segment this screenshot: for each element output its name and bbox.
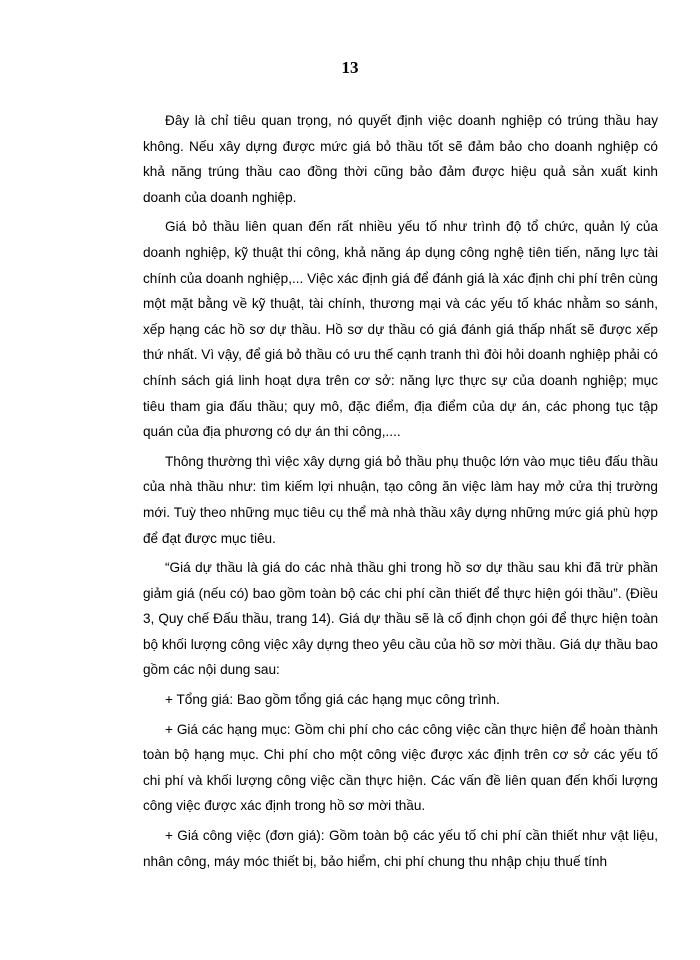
page-number: 13	[341, 58, 359, 77]
body-text	[143, 108, 658, 878]
paragraph-6: + Giá các hạng mục: Gồm chi phí cho các công việc cần thực hiện để hoàn thành toàn bộ hạng mục. Chi phí cho một công việc được xác định trên cơ sở các yếu tố chi phí và khối lượng công việc cần thực hiện. Các vấn đề liên quan đến khối lượng công việc được xác định trong hồ sơ mời thầu.	[143, 721, 658, 814]
paragraph-4: “Giá dự thầu là giá do các nhà thầu ghi trong hồ sơ dự thầu sau khi đã trừ phần giảm giá (nếu có) bao gồm toàn bộ các chi phí cần thiết để thực hiện gói thầu”. (Điều 3, Quy chế Đấu thầu, trang 14). Giá dự thầu sẽ là cố định chọn gói để thực hiện toàn bộ khối lượng công việc xây dựng theo yêu cầu của hồ sơ mời thầu. Giá dự thầu bao gồm các nội dung sau:	[143, 560, 658, 678]
paragraph-1: Đây là chỉ tiêu quan trọng, nó quyết định việc doanh nghiệp có trúng thầu hay không. Nếu xây dựng được mức giá bỏ thầu tốt sẽ đảm bảo cho doanh nghiệp có khả năng trúng thầu cao đồng thời cũng bảo đảm được hiệu quả sản xuất kinh doanh của doanh nghiệp.	[143, 113, 658, 205]
paragraph-7: + Giá công việc (đơn giá): Gồm toàn bộ các yếu tố chi phí cần thiết như vật liệu, nhân công, máy móc thiết bị, bảo hiểm, chi phí chung thu nhập chịu thuế tính	[143, 828, 658, 869]
paragraph-5: + Tổng giá: Bao gồm tổng giá các hạng mục công trình.	[165, 692, 500, 708]
paragraph-2: Giá bỏ thầu liên quan đến rất nhiều yếu tố như trình độ tổ chức, quản lý của doanh nghiệp, kỹ thuật thi công, khả năng áp dụng công nghệ tiên tiến, năng lực tài chính của doanh nghiệp,... Việc xác định giá để đánh giá là xác định chi phí trên cùng một mặt bằng về kỹ thuật, tài chính, thương mại và các yếu tố khác nhằm so sánh, xếp hạng các hồ sơ dự thầu. Hồ sơ dự thầu có giá đánh giá thấp nhất sẽ được xếp thứ nhất. Vì vậy, để giá bỏ thầu có ưu thế cạnh tranh thì đòi hỏi doanh nghiệp phải có chính sách giá linh hoạt dựa trên cơ sở: năng lực thực sự của doanh nghiệp; mục tiêu tham gia đấu thầu; quy mô, đặc điểm, địa điểm của dự án, các phong tục tập quán của địa phương có dự án thi công,....	[143, 219, 658, 440]
paragraph-3: Thông thường thì việc xây dựng giá bỏ thầu phụ thuộc lớn vào mục tiêu đấu thầu của nhà thầu như: tìm kiếm lợi nhuận, tạo công ăn việc làm hay mở cửa thị trường mới. Tuỳ theo những mục tiêu cụ thể mà nhà thầu xây dựng những mức giá phù hợp để đạt được mục tiêu.	[143, 453, 658, 546]
